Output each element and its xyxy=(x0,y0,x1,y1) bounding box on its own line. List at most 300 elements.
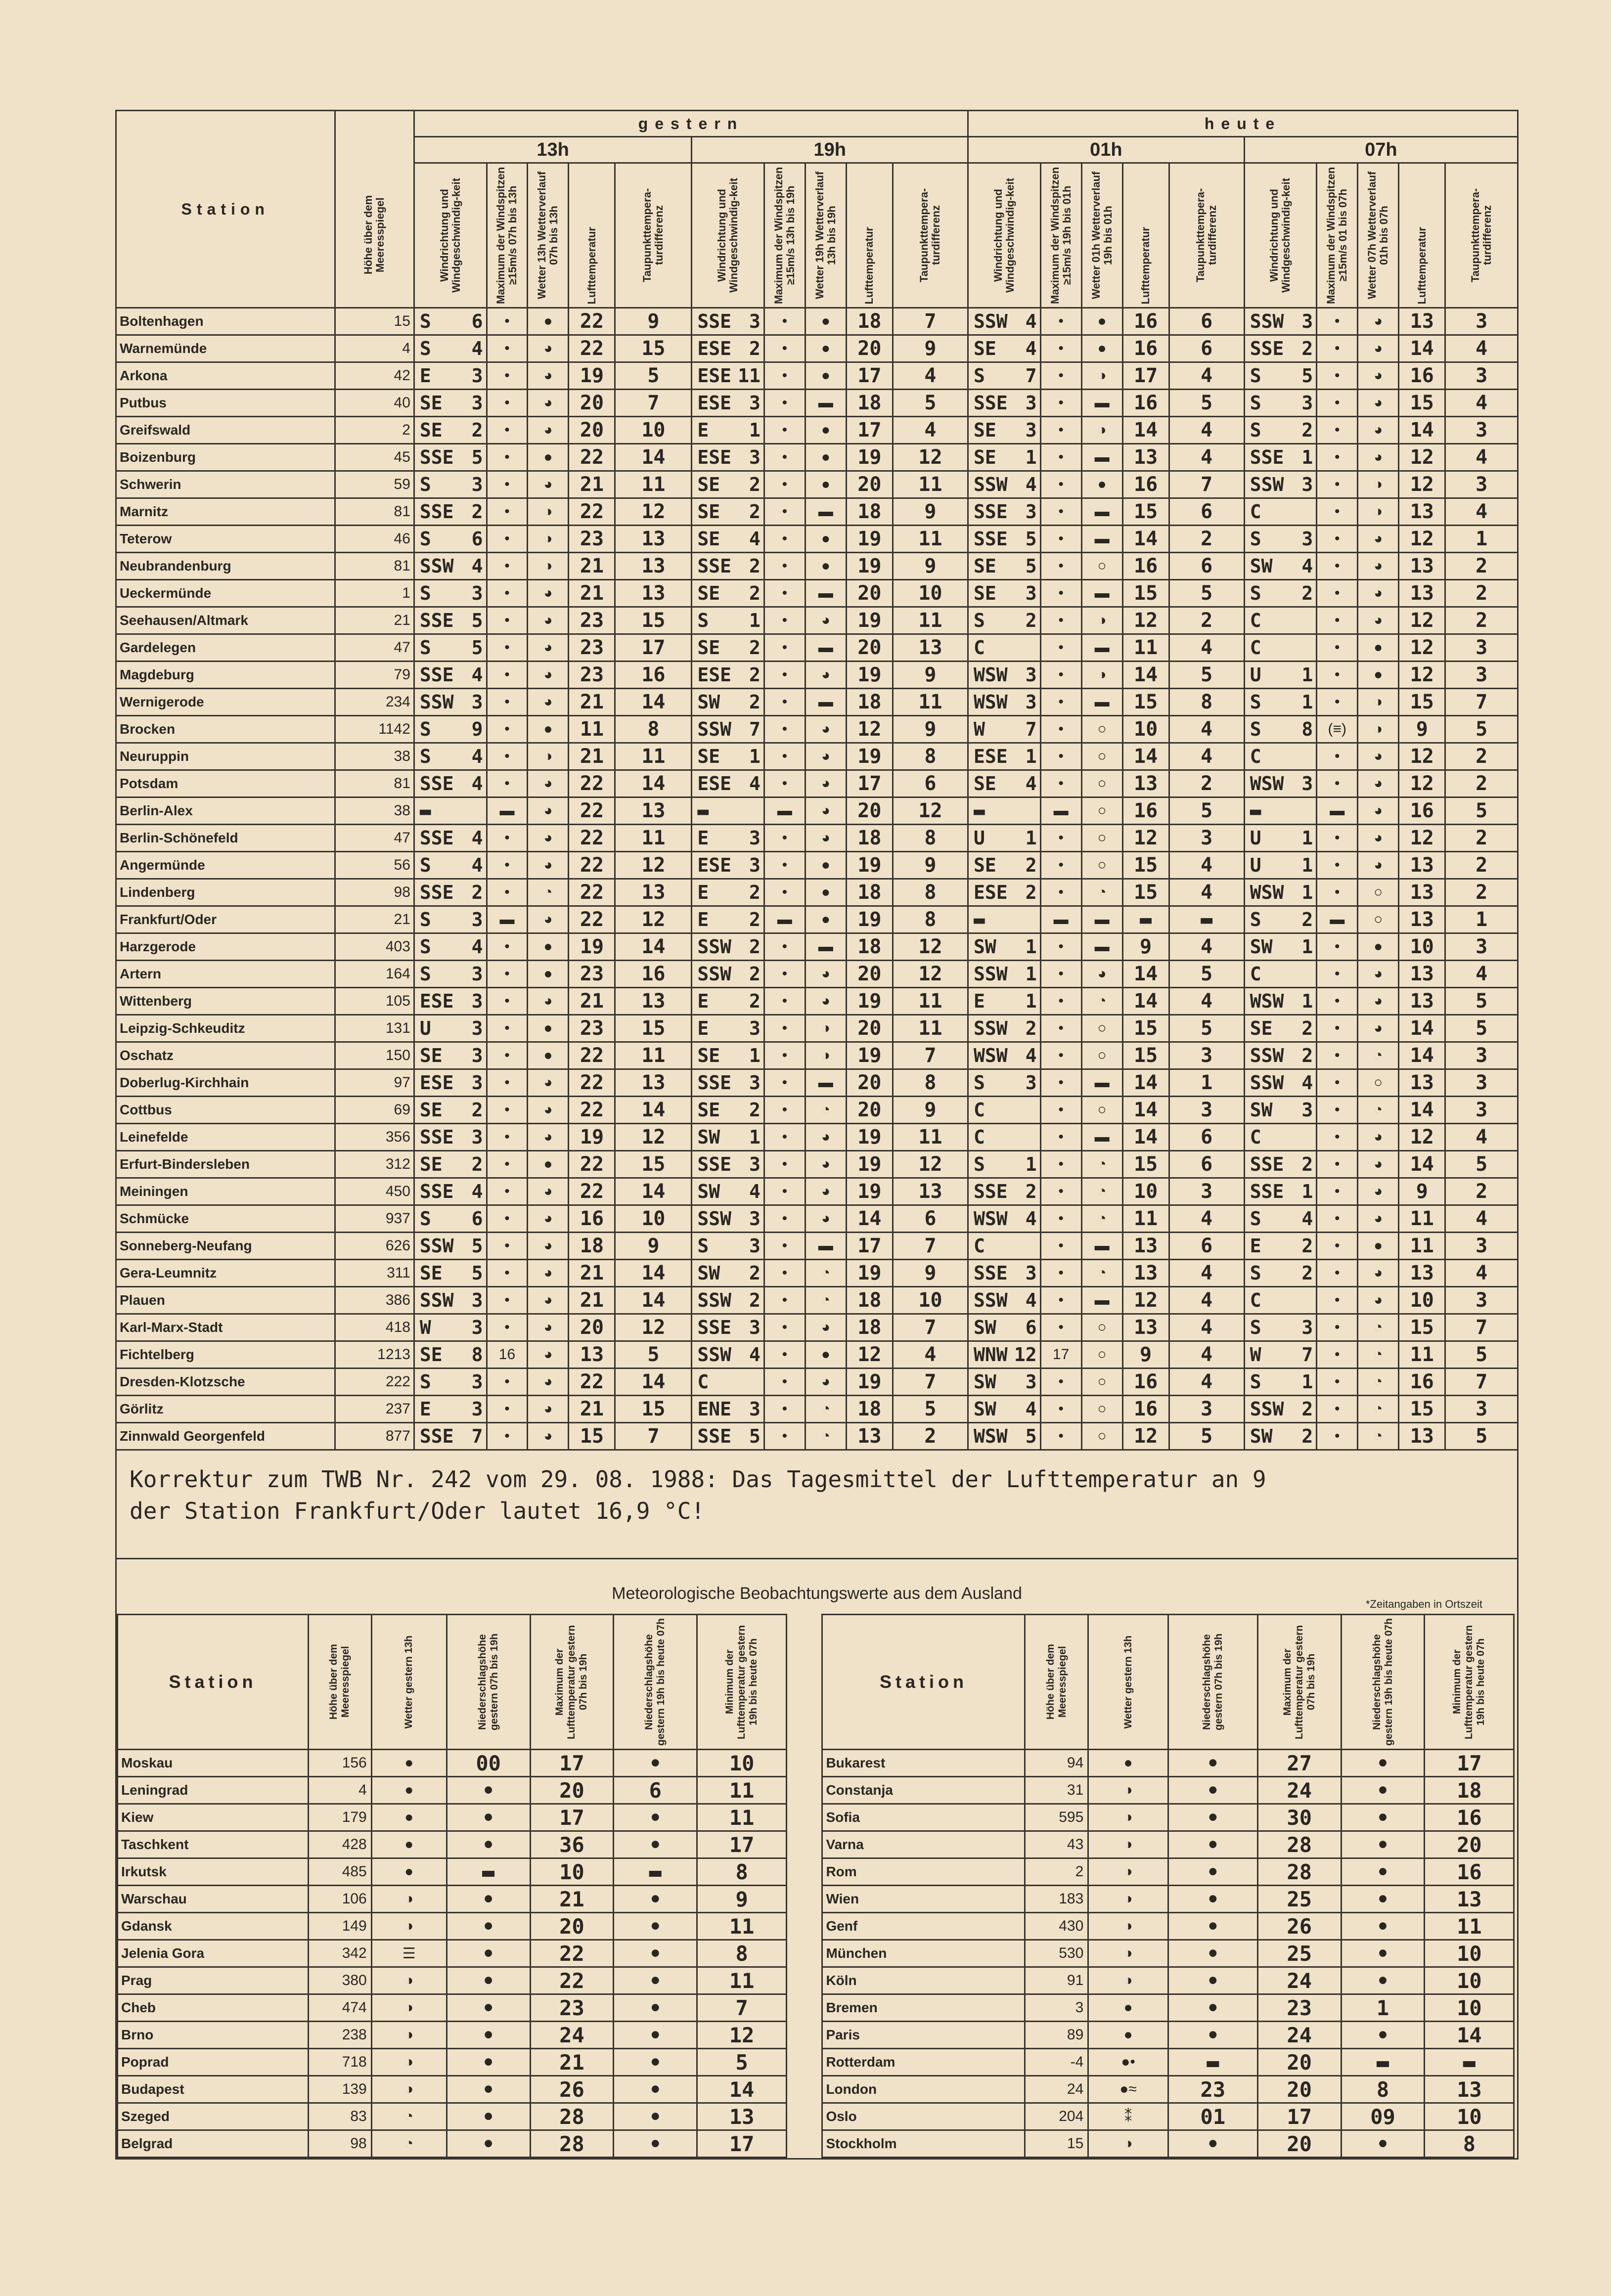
station-altitude: 4 xyxy=(308,1777,371,1804)
wind-direction: U xyxy=(974,827,985,849)
dewpoint-difference: 7 xyxy=(1169,471,1244,498)
wind-speed: 2 xyxy=(749,936,761,958)
air-temperature: 20 xyxy=(569,390,615,417)
air-temperature: 22 xyxy=(569,797,615,825)
dewpoint-difference: 4 xyxy=(1445,1124,1518,1151)
air-temperature: 19 xyxy=(569,933,615,961)
dewpoint-difference: 7 xyxy=(1445,689,1518,716)
wind-cell xyxy=(968,879,1041,906)
precip-day: 23 xyxy=(1168,2076,1257,2103)
dewpoint-difference: 14 xyxy=(615,770,692,797)
wind-cell xyxy=(1244,1341,1317,1369)
dewpoint-difference: 9 xyxy=(893,335,968,362)
wind-direction: ▬ xyxy=(974,909,985,930)
gust-max: • xyxy=(1040,825,1081,852)
wind-speed: 3 xyxy=(1301,773,1313,795)
wind-cell xyxy=(414,797,487,825)
gust-max: • xyxy=(764,1097,805,1124)
air-temperature: 15 xyxy=(1122,580,1169,607)
wind-direction: ESE xyxy=(697,392,731,414)
dewpoint-difference: 16 xyxy=(615,961,692,988)
air-temperature: 19 xyxy=(846,852,893,879)
wind-speed: 1 xyxy=(1301,854,1313,876)
precip-night: • xyxy=(1341,1913,1425,1940)
station-row xyxy=(116,308,1518,335)
air-temperature: 14 xyxy=(1122,1097,1169,1124)
weather-symbol: ○ xyxy=(1358,906,1399,933)
dewpoint-difference: 3 xyxy=(1445,471,1518,498)
abroad-row xyxy=(118,1750,1518,1777)
air-temperature: 13 xyxy=(1399,961,1445,988)
dewpoint-difference: 13 xyxy=(615,879,692,906)
wind-speed: 2 xyxy=(1301,419,1313,441)
wind-speed: 8 xyxy=(1301,718,1313,740)
weather-symbol: ▬ xyxy=(1081,1069,1122,1097)
weather-symbol: ● xyxy=(371,1858,447,1886)
station-altitude: 21 xyxy=(335,607,414,634)
wind-cell xyxy=(692,417,764,444)
station-row xyxy=(116,335,1518,362)
weather-symbol: ◑ xyxy=(371,2049,447,2076)
abroad-row xyxy=(118,1967,1518,1994)
wind-direction: SSE xyxy=(419,827,454,849)
wind-speed: 2 xyxy=(1301,1017,1313,1039)
weather-symbol: ◕ xyxy=(528,1287,569,1314)
precip-night: 09 xyxy=(1341,2103,1425,2130)
wind-cell xyxy=(1244,1233,1317,1260)
temp-min: 8 xyxy=(697,1940,787,1967)
wind-direction: SSE xyxy=(697,1317,731,1338)
air-temperature: 14 xyxy=(1399,1097,1445,1124)
col-head: Taupunkttempera-turdifferenz xyxy=(893,163,968,308)
gust-max: • xyxy=(1040,498,1081,526)
wind-direction: SE xyxy=(974,419,996,441)
wind-speed: 6 xyxy=(1025,1317,1037,1338)
wind-cell xyxy=(692,1260,764,1287)
dewpoint-difference: 2 xyxy=(1445,825,1518,852)
air-temperature: 13 xyxy=(1399,553,1445,580)
wind-cell xyxy=(968,1396,1041,1423)
wind-direction: SSW xyxy=(1250,1045,1284,1066)
wind-cell xyxy=(692,662,764,689)
wind-speed: 4 xyxy=(749,528,761,550)
gust-max: • xyxy=(1040,933,1081,961)
dewpoint-difference: 4 xyxy=(1169,743,1244,770)
gust-max: • xyxy=(1317,417,1358,444)
wind-speed: 2 xyxy=(1301,1398,1313,1420)
precip-day: 01 xyxy=(1168,2103,1257,2130)
precip-night: • xyxy=(1341,2130,1425,2158)
weather-symbol: ◕ xyxy=(805,961,846,988)
air-temperature: 16 xyxy=(569,1205,615,1233)
wind-speed: 4 xyxy=(471,936,483,958)
station-name: Boizenburg xyxy=(116,444,335,471)
wind-speed: 1 xyxy=(1025,746,1037,767)
dewpoint-difference: 5 xyxy=(1169,797,1244,825)
station-altitude: 97 xyxy=(335,1069,414,1097)
temp-max: 22 xyxy=(530,1967,614,1994)
weather-symbol: ◕ xyxy=(805,1151,846,1178)
weather-symbol: ◑ xyxy=(1358,498,1399,526)
wind-cell xyxy=(1244,417,1317,444)
wind-direction: ▬ xyxy=(974,800,985,822)
abroad-col-head: Niederschlagshöhe gestern 19h bis heute 07h xyxy=(1341,1615,1425,1750)
weather-symbol: ◑ xyxy=(1088,1913,1168,1940)
temp-max: 28 xyxy=(1257,1858,1341,1886)
weather-symbol: ● xyxy=(805,444,846,471)
air-temperature: 20 xyxy=(569,1314,615,1341)
wind-direction: C xyxy=(974,1235,985,1257)
gust-max: • xyxy=(764,1287,805,1314)
weather-symbol: ◕ xyxy=(528,1097,569,1124)
station-name: Zinnwald Georgenfeld xyxy=(116,1423,335,1450)
col-head: Wetter 01h Wetterverlauf 19h bis 01h xyxy=(1081,163,1122,308)
wind-direction: S xyxy=(1250,691,1261,713)
wind-cell xyxy=(968,1178,1041,1205)
precip-night: • xyxy=(1341,1831,1425,1858)
column-gap xyxy=(1514,2103,1517,2130)
wind-direction: S xyxy=(974,610,985,631)
dewpoint-difference: 4 xyxy=(1445,444,1518,471)
wind-direction: SSE xyxy=(419,501,454,523)
dewpoint-difference: 9 xyxy=(893,1097,968,1124)
temp-min: 13 xyxy=(1425,1886,1514,1913)
dewpoint-difference: 13 xyxy=(615,1069,692,1097)
air-temperature: 19 xyxy=(846,743,893,770)
station-name: Schwerin xyxy=(116,471,335,498)
column-gap xyxy=(1514,1858,1517,1886)
gust-max: • xyxy=(1040,1314,1081,1341)
wind-speed: 8 xyxy=(471,1344,483,1366)
wind-speed: 5 xyxy=(471,446,483,468)
wind-speed: 2 xyxy=(749,555,761,577)
column-gap xyxy=(787,2103,822,2130)
wind-cell xyxy=(968,1314,1041,1341)
station-altitude: 386 xyxy=(335,1287,414,1314)
air-temperature: 13 xyxy=(1399,308,1445,335)
station-altitude: 81 xyxy=(335,553,414,580)
air-temperature: 22 xyxy=(569,1151,615,1178)
station-name: Bremen xyxy=(822,1994,1025,2022)
column-gap xyxy=(787,1777,822,1804)
dewpoint-difference: 3 xyxy=(1169,1042,1244,1069)
weather-symbol: ◑ xyxy=(1088,1831,1168,1858)
station-altitude: 4 xyxy=(335,335,414,362)
dewpoint-difference: 4 xyxy=(1169,1287,1244,1314)
weather-symbol: ● xyxy=(528,444,569,471)
weather-symbol: ▬ xyxy=(1081,634,1122,662)
weather-symbol: ▬ xyxy=(1081,526,1122,553)
dewpoint-difference: 1 xyxy=(1445,906,1518,933)
gust-max: • xyxy=(487,1369,528,1396)
gust-max: • xyxy=(1040,634,1081,662)
wind-cell xyxy=(692,308,764,335)
wind-cell xyxy=(414,1124,487,1151)
air-temperature: 12 xyxy=(1122,1423,1169,1450)
wind-speed: 3 xyxy=(1025,1262,1037,1284)
wind-cell xyxy=(692,1396,764,1423)
gust-max: • xyxy=(1040,852,1081,879)
col-head: Lufttemperatur xyxy=(846,163,893,308)
col-head: Wetter 07h Wetterverlauf 01h bis 07h xyxy=(1358,163,1399,308)
wind-speed: 1 xyxy=(1301,827,1313,849)
wind-direction: E xyxy=(974,990,985,1012)
wind-cell xyxy=(1244,879,1317,906)
wind-speed: 2 xyxy=(1025,1017,1037,1039)
wind-speed: 1 xyxy=(1025,936,1037,958)
weather-symbol: ● xyxy=(1358,1233,1399,1260)
wind-speed: 3 xyxy=(1301,310,1313,332)
station-row xyxy=(116,362,1518,390)
gust-max: • xyxy=(1317,1124,1358,1151)
weather-symbol: ◕ xyxy=(1358,417,1399,444)
air-temperature: 20 xyxy=(846,1097,893,1124)
precip-day: • xyxy=(447,2103,530,2130)
wind-cell xyxy=(968,1260,1041,1287)
station-altitude: 1142 xyxy=(335,716,414,743)
air-temperature: 19 xyxy=(846,1042,893,1069)
air-temperature: 17 xyxy=(846,362,893,390)
abroad-col-head: Niederschlagshöhe gestern 19h bis heute 07h xyxy=(614,1615,697,1750)
abroad-col-head: Maximum der Lufttemperatur gestern 07h bis 19h xyxy=(530,1615,614,1750)
air-temperature: 18 xyxy=(846,879,893,906)
gust-max: • xyxy=(764,1124,805,1151)
air-temperature: 9 xyxy=(1122,1341,1169,1369)
dewpoint-difference: 7 xyxy=(1445,1314,1518,1341)
wind-direction: SSE xyxy=(697,555,731,577)
air-temperature: 19 xyxy=(569,1124,615,1151)
wind-cell xyxy=(414,988,487,1015)
wind-direction: SSW xyxy=(419,691,454,713)
wind-speed: 2 xyxy=(749,691,761,713)
wind-speed: 3 xyxy=(471,990,483,1012)
wind-cell xyxy=(1244,1124,1317,1151)
wind-speed: 3 xyxy=(1301,392,1313,414)
wind-direction: SSW xyxy=(419,555,454,577)
air-temperature: 22 xyxy=(569,1069,615,1097)
gust-max: • xyxy=(1040,308,1081,335)
precip-day: • xyxy=(1168,1831,1257,1858)
dewpoint-difference: 8 xyxy=(893,743,968,770)
dewpoint-difference: 11 xyxy=(893,471,968,498)
precip-day: • xyxy=(1168,1967,1257,1994)
weather-symbol: ◕ xyxy=(1358,825,1399,852)
wind-cell xyxy=(692,879,764,906)
column-gap xyxy=(1514,2022,1517,2049)
station-altitude: 626 xyxy=(335,1233,414,1260)
station-altitude: 474 xyxy=(308,1994,371,2022)
wind-speed: 3 xyxy=(471,1045,483,1066)
dewpoint-difference: 11 xyxy=(893,1124,968,1151)
wind-cell xyxy=(414,1423,487,1450)
wind-cell xyxy=(692,906,764,933)
wind-cell xyxy=(414,1341,487,1369)
station-altitude: 179 xyxy=(308,1804,371,1831)
wind-direction: SE xyxy=(419,1099,443,1121)
wind-direction: E xyxy=(697,1017,709,1039)
gust-max: • xyxy=(1040,553,1081,580)
wind-speed: 5 xyxy=(1025,1425,1037,1447)
column-gap xyxy=(1514,1913,1517,1940)
gust-max: • xyxy=(487,933,528,961)
precip-night: • xyxy=(614,1886,697,1913)
wind-speed: 4 xyxy=(1301,1208,1313,1230)
wind-direction: S xyxy=(419,1208,431,1230)
station-altitude: 234 xyxy=(335,689,414,716)
dewpoint-difference: 5 xyxy=(1445,1423,1518,1450)
abroad-col-head: Wetter gestern 13h xyxy=(371,1615,447,1750)
gust-max: • xyxy=(1317,498,1358,526)
air-temperature: 11 xyxy=(1399,1233,1445,1260)
wind-cell xyxy=(692,825,764,852)
weather-symbol: ◔ xyxy=(805,1287,846,1314)
temp-max: 25 xyxy=(1257,1940,1341,1967)
weather-symbol: ◔ xyxy=(805,1260,846,1287)
gust-max: ▬ xyxy=(764,797,805,825)
wind-speed: 6 xyxy=(471,1208,483,1230)
station-name: Oslo xyxy=(822,2103,1025,2130)
wind-speed: 7 xyxy=(749,718,761,740)
dewpoint-difference: 17 xyxy=(615,634,692,662)
precip-night: 1 xyxy=(1341,1994,1425,2022)
station-name: Rotterdam xyxy=(822,2049,1025,2076)
temp-max: 20 xyxy=(1257,2130,1341,2158)
dewpoint-difference: 2 xyxy=(1169,526,1244,553)
air-temperature: 22 xyxy=(569,770,615,797)
gust-max: • xyxy=(1040,689,1081,716)
wind-direction: SSE xyxy=(1250,1181,1284,1202)
weather-symbol: ◕ xyxy=(528,988,569,1015)
station-name: Budapest xyxy=(118,2076,309,2103)
weather-symbol: ◕ xyxy=(1358,770,1399,797)
weather-symbol: ● xyxy=(1358,662,1399,689)
station-name: Varna xyxy=(822,1831,1025,1858)
weather-symbol: ● xyxy=(805,1341,846,1369)
column-gap xyxy=(787,2076,822,2103)
gust-max: • xyxy=(764,1369,805,1396)
wind-cell xyxy=(968,988,1041,1015)
station-name: Wittenberg xyxy=(116,988,335,1015)
air-temperature: 12 xyxy=(1399,634,1445,662)
precip-night: 6 xyxy=(614,1777,697,1804)
station-altitude: 91 xyxy=(1025,1967,1088,1994)
wind-speed: 4 xyxy=(1025,1045,1037,1066)
dewpoint-difference: 7 xyxy=(893,1042,968,1069)
wind-speed: 2 xyxy=(1025,1181,1037,1202)
weather-symbol: ◔ xyxy=(1358,1042,1399,1069)
station-name: Artern xyxy=(116,961,335,988)
air-temperature: 14 xyxy=(1399,417,1445,444)
air-temperature: 15 xyxy=(1122,1042,1169,1069)
wind-direction: SE xyxy=(419,1045,443,1066)
weather-symbol: ◕ xyxy=(1358,335,1399,362)
wind-speed: 2 xyxy=(471,501,483,523)
dewpoint-difference: 2 xyxy=(1445,879,1518,906)
gust-max: • xyxy=(764,1151,805,1178)
wind-cell xyxy=(968,1124,1041,1151)
gust-max: • xyxy=(487,961,528,988)
wind-speed: 2 xyxy=(471,419,483,441)
weather-symbol: ▬ xyxy=(1081,1287,1122,1314)
station-name: Stockholm xyxy=(822,2130,1025,2158)
gust-max: • xyxy=(1317,1287,1358,1314)
dewpoint-difference: 14 xyxy=(615,689,692,716)
gust-max: • xyxy=(487,335,528,362)
weather-symbol: ◕ xyxy=(805,1124,846,1151)
wind-cell xyxy=(1244,770,1317,797)
weather-symbol: ● xyxy=(805,417,846,444)
gust-max: • xyxy=(487,743,528,770)
abroad-row xyxy=(118,1804,1518,1831)
temp-min: 14 xyxy=(697,2076,787,2103)
wind-speed: 1 xyxy=(1301,990,1313,1012)
dewpoint-difference: 4 xyxy=(1445,390,1518,417)
gust-max: • xyxy=(764,689,805,716)
weather-symbol: ◕ xyxy=(528,825,569,852)
temp-min: 10 xyxy=(1425,1967,1514,1994)
column-gap xyxy=(787,1615,822,1750)
wind-direction: SSE xyxy=(974,501,1008,523)
gust-max: • xyxy=(1317,825,1358,852)
weather-symbol: ▬ xyxy=(805,1069,846,1097)
dewpoint-difference: 3 xyxy=(1445,933,1518,961)
dewpoint-difference: 9 xyxy=(893,852,968,879)
air-temperature: 15 xyxy=(1122,1151,1169,1178)
air-temperature: 19 xyxy=(846,1369,893,1396)
wind-direction: S xyxy=(419,582,431,604)
station-name: Prag xyxy=(118,1967,309,1994)
weather-symbol: ◕ xyxy=(528,770,569,797)
abroad-row xyxy=(118,2130,1518,2158)
dewpoint-difference: 10 xyxy=(615,417,692,444)
weather-symbol: ● xyxy=(805,526,846,553)
station-row xyxy=(116,444,1518,471)
precip-night: • xyxy=(614,1804,697,1831)
dewpoint-difference: 15 xyxy=(615,607,692,634)
air-temperature: 16 xyxy=(1399,362,1445,390)
weather-symbol: ◕ xyxy=(805,1178,846,1205)
weather-symbol: ⁑ xyxy=(1088,2103,1168,2130)
dewpoint-difference: 3 xyxy=(1445,1233,1518,1260)
gust-max: • xyxy=(1317,1396,1358,1423)
gust-max: • xyxy=(1317,471,1358,498)
station-altitude: 83 xyxy=(308,2103,371,2130)
abroad-row xyxy=(118,2076,1518,2103)
precip-night: • xyxy=(614,1913,697,1940)
air-temperature: 20 xyxy=(846,634,893,662)
wind-direction: S xyxy=(1250,528,1261,550)
weather-symbol: ▬ xyxy=(1081,1233,1122,1260)
weather-symbol: ◕ xyxy=(1358,961,1399,988)
precip-day: • xyxy=(447,2076,530,2103)
wind-speed: 2 xyxy=(749,1099,761,1121)
dewpoint-difference: 6 xyxy=(1169,335,1244,362)
weather-symbol: ◕ xyxy=(805,797,846,825)
station-altitude: 43 xyxy=(1025,1831,1088,1858)
station-row xyxy=(116,1015,1518,1042)
wind-speed: 2 xyxy=(471,882,483,903)
air-temperature: 15 xyxy=(1122,689,1169,716)
wind-speed: 3 xyxy=(749,827,761,849)
abroad-row xyxy=(118,1777,1518,1804)
precip-night: • xyxy=(614,2130,697,2158)
weather-symbol: ▬ xyxy=(1081,390,1122,417)
wind-direction: WSW xyxy=(974,1045,1008,1066)
station-name: Leningrad xyxy=(118,1777,309,1804)
station-altitude: 106 xyxy=(308,1886,371,1913)
gust-max: • xyxy=(1317,879,1358,906)
station-name: Gera-Leumnitz xyxy=(116,1260,335,1287)
